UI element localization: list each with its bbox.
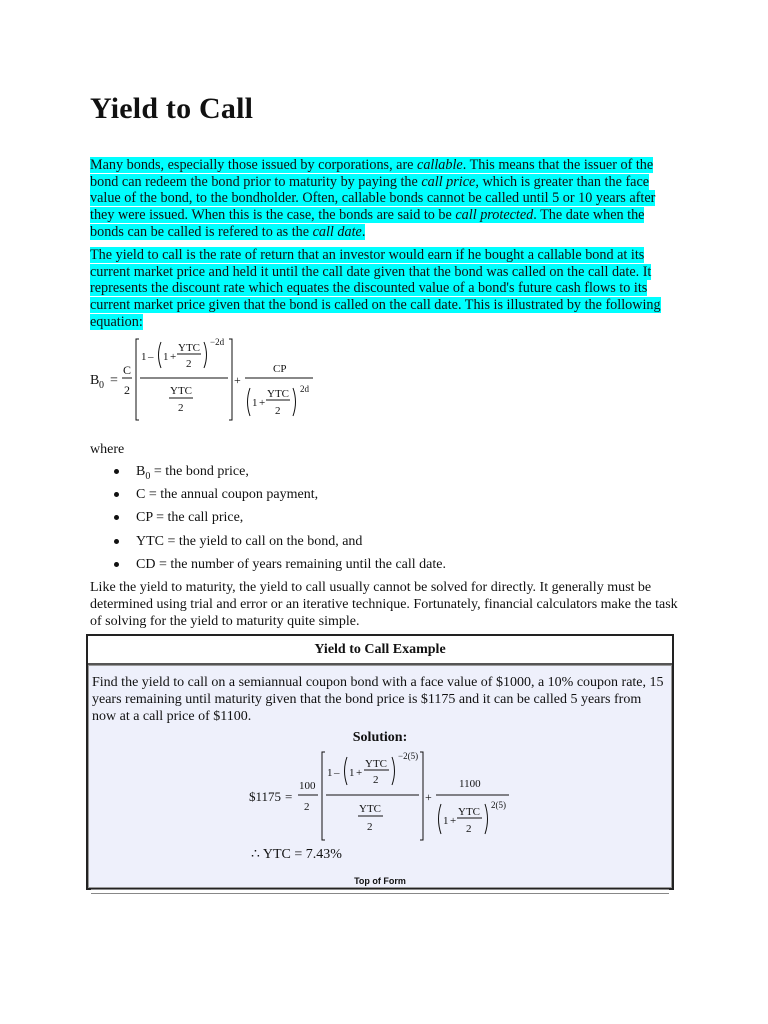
formula-two-cp: 2 bbox=[275, 405, 281, 417]
example-one: 1 bbox=[327, 767, 333, 779]
highlighted-text: The yield to call is the rate of return that an investor would earn if he bought a callable bond at its current market price and held it until the call date given that the bond was called on the call date. It represents the discount rate which equates the discounted value of a bond's future cash flows to its current market price given that the bond is called on the call date. This is illustrated by the following equation: bbox=[90, 247, 661, 330]
formula-cp: CP bbox=[273, 363, 287, 375]
formula-lhs: B bbox=[90, 373, 100, 388]
text-run: . bbox=[361, 223, 366, 240]
paragraph-solving: Like the yield to maturity, the yield to call usually cannot be solved for directly. It generally must be determined using trial and error or an iterative technique. Fortunately, financial calculators make the task of solving for the yield to maturity quite simple. bbox=[90, 580, 678, 629]
example-ytc-denominator: YTC bbox=[359, 803, 381, 815]
paren-open bbox=[439, 804, 442, 834]
paren-open bbox=[345, 757, 348, 785]
example-1100: 1100 bbox=[459, 778, 481, 790]
top-of-form-label: Top of Form bbox=[354, 876, 406, 886]
ytc-equation bbox=[90, 336, 330, 428]
formula-ytc-cp: YTC bbox=[267, 388, 289, 400]
example-box bbox=[86, 634, 674, 890]
formula-two: 2 bbox=[124, 383, 130, 397]
example-plus-cp: + bbox=[450, 815, 457, 827]
example-two-denominator: 2 bbox=[367, 821, 373, 833]
text-run: Many bonds, especially those issued by corporations, are bbox=[90, 157, 418, 173]
paren-close bbox=[293, 388, 296, 416]
list-item: CD = the number of years remaining until the call date. bbox=[90, 555, 446, 578]
where-label: where bbox=[90, 442, 125, 457]
form-divider bbox=[91, 889, 669, 894]
paragraph-callable-intro bbox=[90, 157, 680, 241]
formula-minus: – bbox=[148, 351, 154, 363]
formula-one-inner: 1 bbox=[163, 351, 169, 363]
example-two-inner: 2 bbox=[373, 774, 379, 786]
paren-close bbox=[485, 804, 488, 834]
formula-two-denominator: 2 bbox=[178, 402, 184, 414]
formula-exponent-cp: 2d bbox=[300, 384, 309, 394]
right-bracket bbox=[229, 339, 232, 420]
paren-close bbox=[204, 342, 207, 368]
term-call-date: call date bbox=[312, 223, 362, 240]
example-minus: – bbox=[334, 767, 340, 779]
example-one-inner: 1 bbox=[349, 767, 355, 779]
text-run: , which is greater than the face value of the bond, to the bondholder. Often, callable bonds cannot be called until 5 or 10 years after they were issued. When this is the case, the bonds are said to be bbox=[90, 173, 656, 224]
example-ytc-cp: YTC bbox=[458, 806, 480, 818]
example-equation bbox=[249, 746, 519, 846]
term-callable: callable bbox=[417, 157, 463, 173]
example-text: Find the yield to call on a semiannual coupon bond with a face value of $1000, a 10% coupon rate, 15 years remaining until maturity given that the bond price is $1175 and it can be called 5 years from now at a call price of $1100. bbox=[92, 675, 664, 724]
example-equals: = bbox=[285, 789, 293, 804]
list-item: CP = the call price, bbox=[90, 508, 446, 531]
example-result: ∴ YTC = 7.43% bbox=[251, 847, 342, 862]
formula-two-inner: 2 bbox=[186, 358, 192, 370]
formula-one: 1 bbox=[141, 351, 147, 363]
example-exponent: −2(5) bbox=[398, 751, 419, 761]
example-lhs: $1175 bbox=[249, 789, 282, 804]
example-plus-outer: + bbox=[425, 790, 432, 804]
right-bracket bbox=[420, 752, 423, 840]
example-one-cp: 1 bbox=[443, 815, 449, 827]
page-title: Yield to Call bbox=[90, 92, 254, 125]
formula-lhs-sub: 0 bbox=[99, 380, 104, 391]
variable-list bbox=[90, 462, 446, 578]
example-two: 2 bbox=[304, 801, 310, 813]
left-bracket bbox=[322, 752, 325, 840]
example-exponent-cp: 2(5) bbox=[491, 800, 506, 810]
formula-plus-outer: + bbox=[234, 373, 241, 387]
paren-open bbox=[248, 388, 251, 416]
formula-exponent: −2d bbox=[210, 337, 225, 347]
example-body bbox=[88, 665, 672, 888]
formula-ytc-denominator: YTC bbox=[170, 385, 192, 397]
example-two-cp: 2 bbox=[466, 823, 472, 835]
formula-equals: = bbox=[110, 373, 118, 388]
term-call-price: call price bbox=[421, 173, 476, 190]
formula-c: C bbox=[123, 363, 132, 377]
text-run: . This means that the issuer of the bond can redeem the bond prior to maturity by paying the bbox=[90, 157, 654, 190]
left-bracket bbox=[136, 339, 139, 420]
paragraph-ytc-definition bbox=[90, 247, 680, 331]
list-item: $B_0$ = the bond price, bbox=[90, 462, 446, 485]
paren-open bbox=[159, 342, 162, 368]
term-call-protected: call protected bbox=[455, 207, 534, 224]
paren-close bbox=[392, 757, 395, 785]
formula-ytc: YTC bbox=[178, 342, 200, 354]
example-ytc: YTC bbox=[365, 758, 387, 770]
example-heading: Yield to Call Example bbox=[88, 636, 672, 665]
formula-plus: + bbox=[170, 351, 177, 363]
example-plus: + bbox=[356, 767, 363, 779]
text-run: . The date when the bonds can be called is refered to as the bbox=[90, 207, 645, 240]
list-item: C = the annual coupon payment, bbox=[90, 485, 446, 508]
example-100: 100 bbox=[299, 780, 316, 792]
formula-one-cp: 1 bbox=[252, 397, 258, 409]
solution-label: Solution: bbox=[352, 730, 408, 745]
list-item: YTC = the yield to call on the bond, and bbox=[90, 532, 446, 555]
formula-plus-cp: + bbox=[259, 397, 266, 409]
